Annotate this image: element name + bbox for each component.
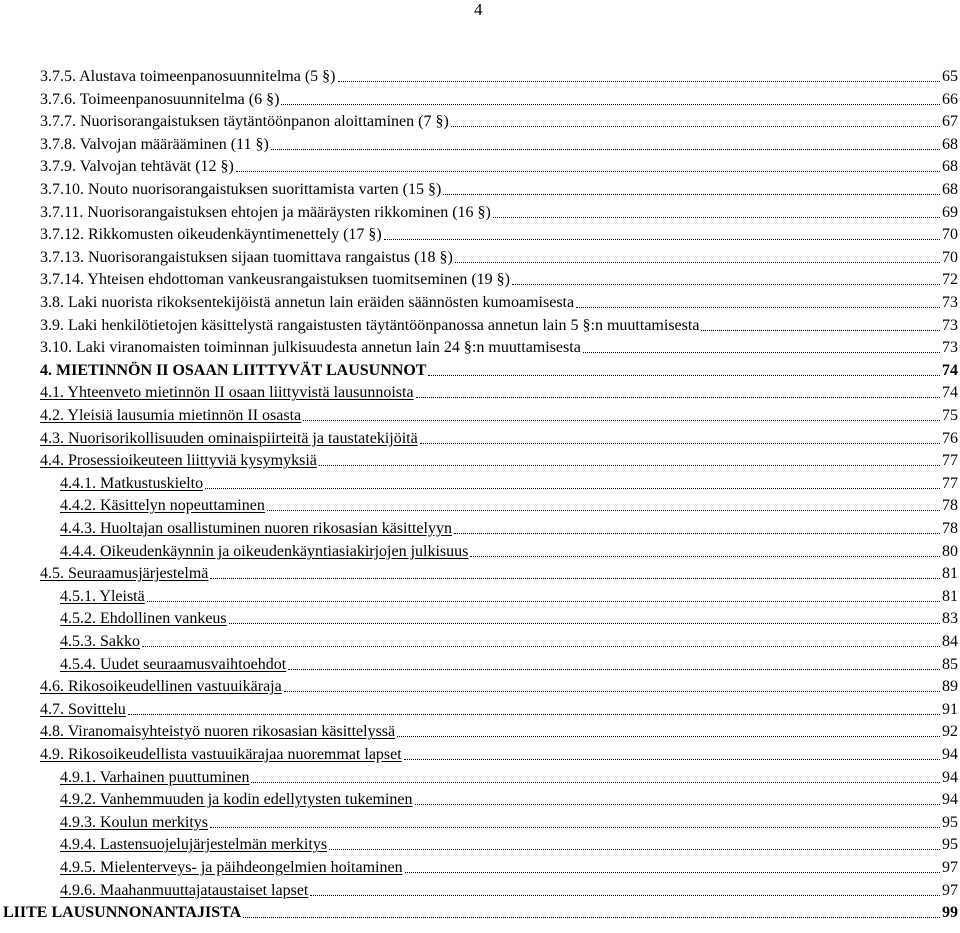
toc-entry-page: 65 [942, 68, 958, 85]
toc-leader-dots [397, 736, 940, 737]
toc-entry[interactable] [60, 787, 958, 809]
toc-leader-dots [147, 601, 940, 602]
toc-entry-page: 69 [942, 203, 958, 221]
toc-entry-title: 4.5. Seuraamusjärjestelmä [40, 565, 209, 583]
toc-entry[interactable] [40, 358, 958, 380]
toc-entry-title: 4.5.1. Yleistä [60, 587, 145, 605]
toc-entry-page: 78 [942, 497, 958, 515]
toc-entry[interactable] [40, 335, 958, 357]
toc-entry-title: 3.7.7. Nuorisorangaistuksen täytäntöönpanon aloittaminen (7 §) [40, 113, 449, 131]
page-number: 4 [474, 0, 483, 19]
toc-entry[interactable] [40, 222, 958, 244]
toc-entry-page: 77 [942, 452, 958, 470]
toc-leader-dots [416, 397, 940, 398]
toc-entry-title: 3.7.12. Rikkomusten oikeudenkäyntimenettely (17 §) [40, 226, 382, 244]
toc-entry-title: 4. MIETINNÖN II OSAAN LIITTYVÄT LAUSUNNOT [40, 361, 427, 379]
toc-entry[interactable] [40, 132, 958, 154]
toc-entry[interactable] [40, 64, 958, 86]
toc-entry-title: 3.7.10. Nouto nuorisorangaistuksen suorittamista varten (15 §) [40, 181, 442, 198]
toc-entry-title: 3.8. Laki nuorista rikoksentekijöistä annetun lain eräiden säännösten kumoamisesta [40, 294, 575, 311]
toc-entry[interactable] [40, 742, 958, 764]
toc-entry-page: 70 [942, 226, 958, 244]
toc-leader-dots [420, 443, 940, 444]
toc-leader-dots [329, 849, 940, 850]
toc-entry-title: 3.7.11. Nuorisorangaistuksen ehtojen ja määräysten rikkominen (16 §) [40, 203, 491, 221]
toc-entry[interactable] [60, 606, 958, 628]
toc-entry-page: 74 [942, 361, 958, 379]
toc-entry-page: 95 [942, 813, 958, 831]
toc-entry-title: 4.4.2. Käsittelyn nopeuttaminen [60, 497, 265, 515]
toc-entry[interactable] [40, 313, 958, 335]
toc-entry-page: 91 [942, 700, 958, 718]
toc-entry-page: 94 [942, 768, 958, 786]
toc-entry-title: 4.9. Rikosoikeudellista vastuuikärajaa nuoremmat lapset [40, 746, 402, 763]
toc-leader-dots [404, 759, 940, 760]
toc-entry[interactable] [40, 200, 958, 222]
toc-leader-dots [271, 149, 940, 150]
toc-entry-page: 68 [942, 135, 958, 153]
toc-leader-dots [451, 126, 940, 127]
toc-entry[interactable] [60, 471, 958, 493]
toc-leader-dots [576, 307, 940, 308]
toc-entry-title: 4.8. Viranomaisyhteistyö nuoren rikosasian käsittelyssä [40, 723, 396, 741]
toc-entry-page: 78 [942, 520, 958, 537]
toc-leader-dots [493, 217, 940, 218]
toc-entry-page: 66 [942, 90, 958, 108]
toc-entry-title: 4.6. Rikosoikeudellinen vastuuikäraja [40, 678, 282, 696]
toc-entry-title: 4.4.1. Matkustuskielto [60, 474, 204, 492]
toc-entry-title: 3.7.6. Toimeenpanosuunnitelma (6 §) [40, 90, 280, 108]
toc-entry-title: 3.7.13. Nuorisorangaistuksen sijaan tuomittava rangaistus (18 §) [40, 248, 453, 266]
toc-leader-dots [319, 465, 940, 466]
toc-leader-dots [205, 488, 940, 489]
toc-leader-dots [455, 262, 940, 263]
toc-entry-page: 99 [942, 904, 958, 922]
toc-entry[interactable] [60, 539, 958, 561]
toc-entry-title: 4.5.4. Uudet seuraamusvaihtoehdot [60, 655, 287, 673]
toc-leader-dots [701, 330, 940, 331]
toc-entry-page: 83 [942, 610, 958, 628]
toc-entry[interactable] [40, 290, 958, 312]
toc-entry[interactable] [40, 426, 958, 448]
toc-entry-title: LIITE LAUSUNNONANTAJISTA [3, 904, 242, 922]
toc-leader-dots [229, 623, 940, 624]
toc-leader-dots [405, 872, 940, 873]
toc-entry-title: 4.5.2. Ehdollinen vankeus [60, 610, 227, 628]
toc-entry[interactable] [40, 109, 958, 131]
toc-entry[interactable] [40, 697, 958, 719]
toc-entry[interactable] [60, 652, 958, 674]
toc-entry[interactable] [60, 832, 958, 854]
toc-entry-title: 3.10. Laki viranomaisten toiminnan julkisuudesta annetun lain 24 §:n muuttamisesta [40, 339, 581, 357]
toc-entry-title: 4.9.6. Maahanmuuttajataustaiset lapset [60, 881, 309, 899]
toc-entry-page: 76 [942, 429, 958, 447]
toc-entry[interactable] [40, 719, 958, 741]
toc-entry[interactable] [40, 561, 958, 583]
toc-leader-dots [236, 171, 940, 172]
toc-leader-dots [288, 669, 940, 670]
toc-entry-page: 70 [942, 248, 958, 266]
toc-leader-dots [281, 104, 940, 105]
toc-entry-title: 4.2. Yleisiä lausumia mietinnön II osasta [40, 407, 302, 424]
toc-entry-title: 4.9.4. Lastensuojelujärjestelmän merkitys [60, 836, 328, 854]
toc-entry-page: 92 [942, 723, 958, 741]
toc-entry-page: 73 [942, 339, 958, 357]
toc-entry-title: 3.7.9. Valvojan tehtävät (12 §) [40, 158, 234, 176]
toc-entry-title: 3.7.14. Yhteisen ehdottoman vankeusrangaistuksen tuomitseminen (19 §) [40, 271, 510, 289]
toc-leader-dots [303, 420, 940, 421]
toc-entry-title: 4.9.2. Vanhemmuuden ja kodin edellytysten tukeminen [60, 791, 413, 809]
toc-leader-dots [210, 827, 940, 828]
toc-entry-title: 4.1. Yhteenveto mietinnön II osaan liittyvistä lausunnoista [40, 384, 414, 402]
toc-entry-title: 3.9. Laki henkilötietojen käsittelystä rangaistusten täytäntöönpanossa annetun lain 5 §:n muuttamisesta [40, 316, 700, 334]
toc-entry[interactable] [40, 403, 958, 425]
toc-entry[interactable] [60, 765, 958, 787]
toc-entry-page: 94 [942, 791, 958, 809]
toc-leader-dots [243, 917, 940, 918]
toc-entry-page: 97 [942, 881, 958, 899]
toc-entry-title: 4.4.4. Oikeudenkäynnin ja oikeudenkäyntiasiakirjojen julkisuus [60, 542, 469, 560]
toc-entry-page: 85 [942, 655, 958, 673]
toc-entry-title: 4.4.3. Huoltajan osallistuminen nuoren rikosasian käsittelyyn [60, 520, 452, 537]
toc-entry-page: 84 [942, 633, 958, 650]
toc-entry-page: 68 [942, 158, 958, 176]
toc-entry-title: 3.7.5. Alustava toimeenpanosuunnitelma (5 §) [40, 68, 336, 85]
toc-entry[interactable] [60, 584, 958, 606]
toc-leader-dots [251, 782, 940, 783]
toc-entry-page: 68 [942, 181, 958, 198]
toc-leader-dots [454, 533, 940, 534]
toc-entry-page: 95 [942, 836, 958, 854]
toc-entry[interactable] [60, 493, 958, 515]
toc-entry-page: 72 [942, 271, 958, 289]
toc-leader-dots [415, 804, 940, 805]
toc-leader-dots [142, 646, 940, 647]
toc-leader-dots [284, 691, 940, 692]
toc-entry-title: 4.7. Sovittelu [40, 700, 126, 718]
toc-entry-page: 80 [942, 542, 958, 560]
toc-entry-title: 3.7.8. Valvojan määrääminen (11 §) [40, 135, 269, 153]
toc-entry-title: 4.9.5. Mielenterveys- ja päihdeongelmien hoitaminen [60, 859, 403, 876]
toc-leader-dots [583, 352, 940, 353]
toc-leader-dots [384, 239, 940, 240]
toc-leader-dots [428, 375, 940, 376]
toc-entry-page: 97 [942, 859, 958, 876]
toc-entry[interactable] [60, 516, 958, 538]
toc-entry-title: 4.4. Prosessioikeuteen liittyviä kysymyksiä [40, 452, 317, 470]
toc-leader-dots [443, 194, 940, 195]
toc-entry-page: 73 [942, 294, 958, 311]
toc-entry[interactable] [60, 810, 958, 832]
toc-entry[interactable] [40, 674, 958, 696]
toc-entry[interactable] [60, 629, 958, 651]
toc-entry-page: 94 [942, 746, 958, 763]
toc-entry[interactable] [40, 87, 958, 109]
toc-leader-dots [310, 895, 940, 896]
toc-entry-page: 81 [942, 565, 958, 583]
toc-leader-dots [128, 714, 940, 715]
toc-leader-dots [210, 578, 940, 579]
toc-entry[interactable] [40, 245, 958, 267]
toc-entry[interactable] [60, 855, 958, 877]
toc-entry-page: 81 [942, 587, 958, 605]
toc-entry-title: 4.9.1. Varhainen puuttuminen [60, 768, 250, 786]
toc-entry-page: 74 [942, 384, 958, 402]
toc-entry-page: 77 [942, 474, 958, 492]
toc-leader-dots [470, 556, 940, 557]
toc-entry-title: 4.3. Nuorisorikollisuuden ominaispiirteitä ja taustatekijöitä [40, 429, 418, 447]
toc-leader-dots [512, 284, 940, 285]
toc-entry-page: 67 [942, 113, 958, 131]
toc-entry[interactable] [60, 878, 958, 900]
toc-entry[interactable] [40, 154, 958, 176]
toc-entry-page: 75 [942, 407, 958, 424]
toc-entry-page: 89 [942, 678, 958, 696]
toc-entry-page: 73 [942, 316, 958, 334]
toc-entry[interactable] [40, 448, 958, 470]
toc-leader-dots [338, 81, 941, 82]
toc-entry[interactable] [3, 900, 958, 922]
toc-entry-title: 4.5.3. Sakko [60, 633, 140, 650]
toc-entry[interactable] [40, 267, 958, 289]
toc-leader-dots [267, 510, 940, 511]
toc-entry[interactable] [40, 380, 958, 402]
toc-entry[interactable] [40, 177, 958, 199]
toc-entry-title: 4.9.3. Koulun merkitys [60, 813, 208, 831]
